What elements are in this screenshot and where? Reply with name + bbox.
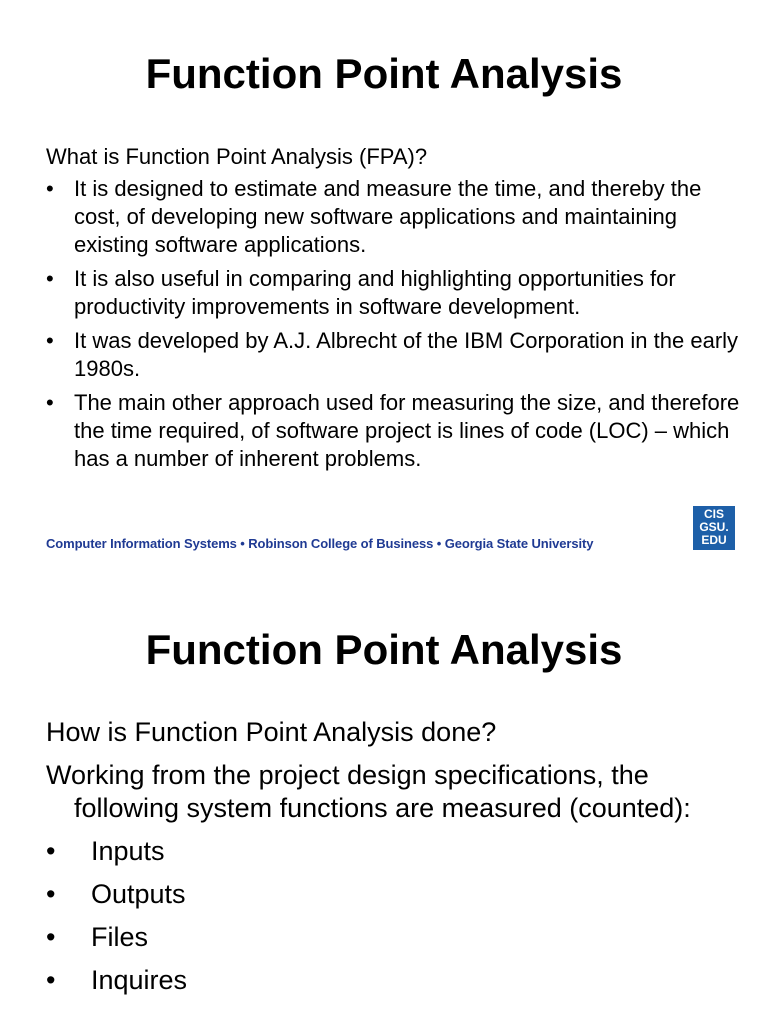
bullet-icon: • — [46, 965, 56, 995]
bullet-item — [46, 878, 746, 911]
bullet-icon: • — [46, 266, 54, 291]
slide-title: Function Point Analysis — [145, 50, 623, 97]
bullet-text: The main other approach used for measuring the size, and therefore the time required, of software project is lines of code (LOC) – which has a number of inherent problems. — [74, 390, 740, 471]
bullet-list — [46, 175, 746, 473]
slide-body — [46, 716, 746, 1007]
bullet-text: Outputs — [91, 879, 186, 909]
bullet-text: Files — [91, 922, 149, 952]
bullet-text: It was developed by A.J. Albrecht of the IBM Corporation in the early 1980s. — [74, 328, 739, 381]
bullet-icon: • — [46, 922, 56, 952]
bullet-icon: • — [46, 176, 54, 201]
slide-footer: Computer Information Systems • Robinson College of Business • Georgia State University — [46, 536, 594, 551]
bullet-list — [46, 835, 746, 997]
slide-body — [46, 143, 746, 479]
bullet-icon: • — [46, 879, 56, 909]
intro-question: What is Function Point Analysis (FPA)? — [46, 144, 428, 169]
bullet-text: It is also useful in comparing and highlighting opportunities for productivity improvements in software development. — [74, 266, 676, 319]
lead-text: Working from the project design specifications, the following system functions are measured (counted): — [46, 760, 691, 823]
bullet-text: Inquires — [91, 965, 188, 995]
logo-line: CIS — [703, 507, 724, 521]
bullet-item — [46, 835, 746, 868]
slide-title: Function Point Analysis — [145, 626, 623, 673]
bullet-icon: • — [46, 328, 54, 353]
bullet-item — [46, 921, 746, 954]
bullet-item — [46, 265, 746, 321]
bullet-text: Inputs — [91, 836, 165, 866]
bullet-text: It is designed to estimate and measure the time, and thereby the cost, of developing new software applications and maintaining existing software applications. — [74, 176, 702, 257]
cis-gsu-logo — [693, 506, 735, 550]
bullet-item — [46, 175, 746, 259]
logo-line: EDU — [701, 533, 727, 547]
bullet-icon: • — [46, 836, 56, 866]
question-text: How is Function Point Analysis done? — [46, 717, 497, 747]
logo-line: GSU. — [699, 520, 729, 534]
bullet-icon: • — [46, 390, 54, 415]
slide-2 — [0, 588, 768, 1024]
slide-divider — [0, 576, 768, 588]
bullet-item — [46, 327, 746, 383]
bullet-item — [46, 964, 746, 997]
bullet-item — [46, 389, 746, 473]
